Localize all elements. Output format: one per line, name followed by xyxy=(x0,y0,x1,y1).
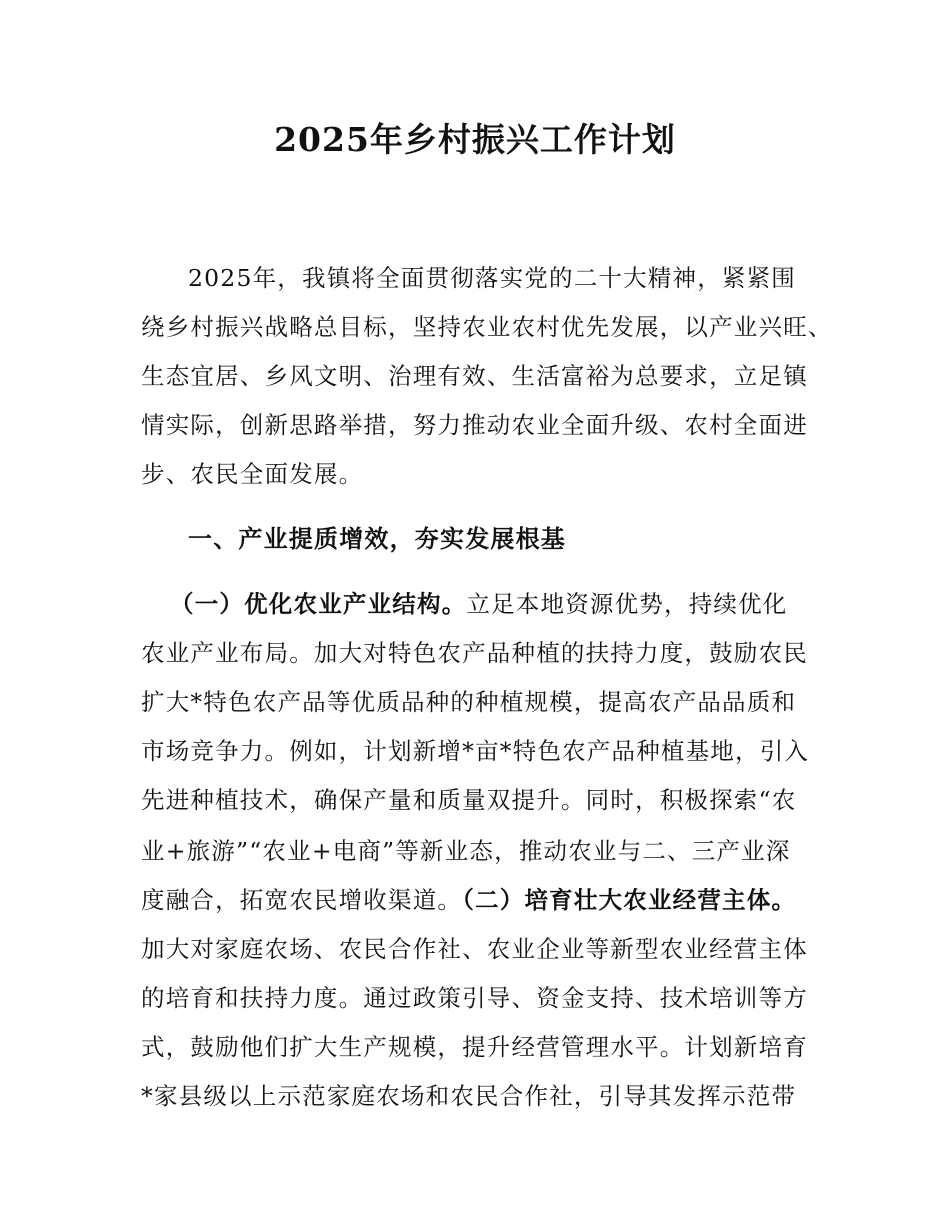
body-line: 业+旅游”“农业+电商”等新业态，推动农业与二、三产业深 xyxy=(141,837,791,865)
body-text: 度融合，拓宽农民增收渠道。 xyxy=(141,886,463,914)
subsection-heading: （一）优化农业产业结构。 xyxy=(170,590,467,618)
document-title: 2025年乡村振兴工作计划 xyxy=(274,120,676,159)
intro-line: 绕乡村振兴战略总目标，坚持农业农村优先发展，以产业兴旺、 xyxy=(141,313,833,341)
body-line: 农业产业布局。加大对特色农产品种植的扶持力度，鼓励农民 xyxy=(141,639,808,667)
body-text: 立足本地资源优势，持续优化 xyxy=(466,590,788,618)
subsection-first-line xyxy=(170,588,788,620)
intro-line: 生态宜居、乡风文明、治理有效、生活富裕为总要求，立足镇 xyxy=(141,362,808,390)
subsection-heading: （二）培育壮大农业经营主体。 xyxy=(462,886,797,914)
body-line-mixed xyxy=(141,884,796,916)
section-heading: 一、产业提质增效，夯实发展根基 xyxy=(188,524,566,553)
body-line: 式，鼓励他们扩大生产规模，提升经营管理水平。计划新培育 xyxy=(141,1033,808,1061)
intro-line: 2025年，我镇将全面贯彻落实党的二十大精神，紧紧围 xyxy=(188,264,797,292)
intro-line: 情实际，创新思路举措，努力推动农业全面升级、农村全面进 xyxy=(141,411,808,439)
body-line: 市场竞争力。例如，计划新增*亩*特色农产品种植基地，引入 xyxy=(141,737,810,765)
body-line: *家县级以上示范家庭农场和农民合作社，引导其发挥示范带 xyxy=(141,1082,797,1110)
body-line: 先进种植技术，确保产量和质量双提升。同时，积极探索“农 xyxy=(141,786,797,814)
body-line: 的培育和扶持力度。通过政策引导、资金支持、技术培训等方 xyxy=(141,984,808,1012)
intro-line: 步、农民全面发展。 xyxy=(141,460,364,488)
body-line: 加大对家庭农场、农民合作社、农业企业等新型农业经营主体 xyxy=(141,935,808,963)
body-line: 扩大*特色农产品等优质品种的种植规模，提高农产品品质和 xyxy=(141,688,797,716)
